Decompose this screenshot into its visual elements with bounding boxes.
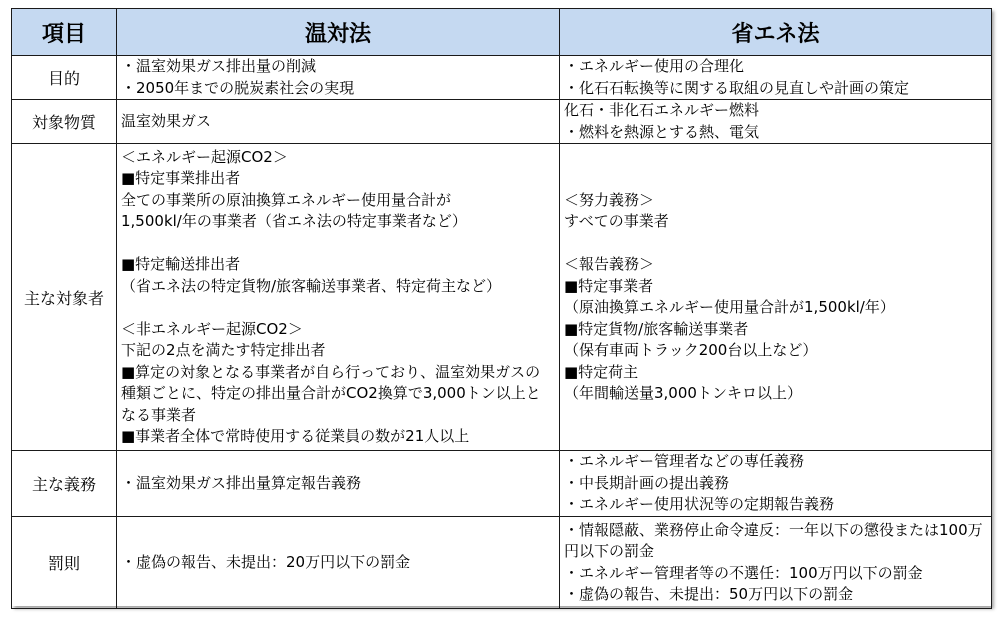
targets-shoene (560, 144, 992, 451)
cell-line: ■算定の対象となる事業者が自ら行っており、温室効果ガスの種類ごとに、特定の排出量合計がCO2換算で3,000トン以上となる事業者 (121, 362, 541, 424)
cell-line: ・エネルギー使用状況等の定期報告義務 (564, 495, 835, 514)
cell-line: （年間輸送量3,000トンキロ以上） (564, 384, 802, 402)
label-purpose: 目的 (12, 56, 117, 100)
cell-line: ・虚偽の報告、未提出：50万円以下の罰金 (564, 585, 854, 603)
row-substance (12, 100, 992, 144)
header-ontai-law: 温対法 (117, 9, 560, 56)
cell-line: ■特定事業排出者 (121, 169, 241, 187)
cell-line: ・虚偽の報告、未提出：20万円以下の罰金 (121, 552, 411, 571)
cell-line: ■特定輸送排出者 (121, 255, 241, 273)
purpose-shoene (560, 56, 992, 100)
purpose-ontai (117, 56, 560, 100)
cell-line (121, 297, 555, 319)
cell-line: ・エネルギー使用の合理化 (564, 57, 745, 75)
cell-line: ＜エネルギー起源CO2＞ (121, 147, 288, 166)
cell-line: 1,500kl/年の事業者（省エネ法の特定事業者など） (121, 212, 467, 230)
cell-line: 化石・非化石エネルギー燃料 (564, 101, 760, 119)
row-duties (12, 451, 992, 517)
cell-line: 温室効果ガス (121, 111, 212, 130)
cell-line: ・エネルギー管理者等の不選任：100万円以下の罰金 (564, 563, 923, 582)
cell-line: ・エネルギー管理者などの専任義務 (564, 452, 805, 471)
label-duties: 主な義務 (12, 451, 117, 517)
cell-line: （省エネ法の特定貨物/旅客輸送事業者、特定荷主など） (121, 276, 502, 295)
cell-line: ・中長期計画の提出義務 (564, 473, 730, 492)
duties-ontai (117, 451, 560, 517)
duties-shoene (560, 451, 992, 517)
cell-line: ・2050年までの脱炭素社会の実現 (121, 78, 355, 97)
cell-line: （原油換算エネルギー使用量合計が1,500kl/年） (564, 298, 895, 316)
cell-line: ・温室効果ガス排出量算定報告義務 (121, 473, 362, 492)
substance-shoene (560, 100, 992, 144)
cell-line (121, 233, 555, 255)
header-item: 項目 (12, 9, 117, 56)
header-row (12, 9, 992, 56)
label-penalties: 罰則 (12, 517, 117, 609)
cell-line: 下記の2点を満たす特定排出者 (121, 341, 326, 359)
cell-line: ■特定事業者 (564, 276, 654, 295)
row-purpose (12, 56, 992, 100)
label-targets: 主な対象者 (12, 144, 117, 451)
row-targets (12, 144, 992, 451)
cell-line: すべての事業者 (564, 212, 669, 230)
penalties-ontai (117, 517, 560, 609)
cell-line: 全ての事業所の原油換算エネルギー使用量合計が (121, 190, 452, 209)
cell-line: ・化石石転換等に関する取組の見直しや計画の策定 (564, 78, 910, 97)
cell-line: ＜非エネルギー起源CO2＞ (121, 319, 303, 338)
cell-line: ＜努力義務＞ (564, 190, 655, 209)
cell-line: （保有車両トラック200台以上など） (564, 341, 818, 359)
cell-line: ■特定荷主 (564, 362, 639, 381)
cell-line: ・温室効果ガス排出量の削減 (121, 57, 317, 75)
cell-line: ■事業者全体で常時使用する従業員の数が21人以上 (121, 427, 470, 445)
header-energy-saving-law: 省エネ法 (560, 9, 992, 56)
label-substance: 対象物質 (12, 100, 117, 144)
law-comparison-table (11, 8, 992, 609)
cell-line (564, 233, 987, 255)
cell-line: ・燃料を熱源とする熱、電気 (564, 122, 760, 141)
penalties-shoene (560, 517, 992, 609)
substance-ontai (117, 100, 560, 144)
row-penalties (12, 517, 992, 609)
cell-line: ・情報隠蔽、業務停止命令違反：一年以下の懲役または100万円以下の罰金 (564, 520, 983, 560)
comparison-sheet (11, 8, 991, 606)
cell-line: ＜報告義務＞ (564, 255, 655, 273)
cell-line: ■特定貨物/旅客輸送事業者 (564, 319, 749, 338)
targets-ontai (117, 144, 560, 451)
